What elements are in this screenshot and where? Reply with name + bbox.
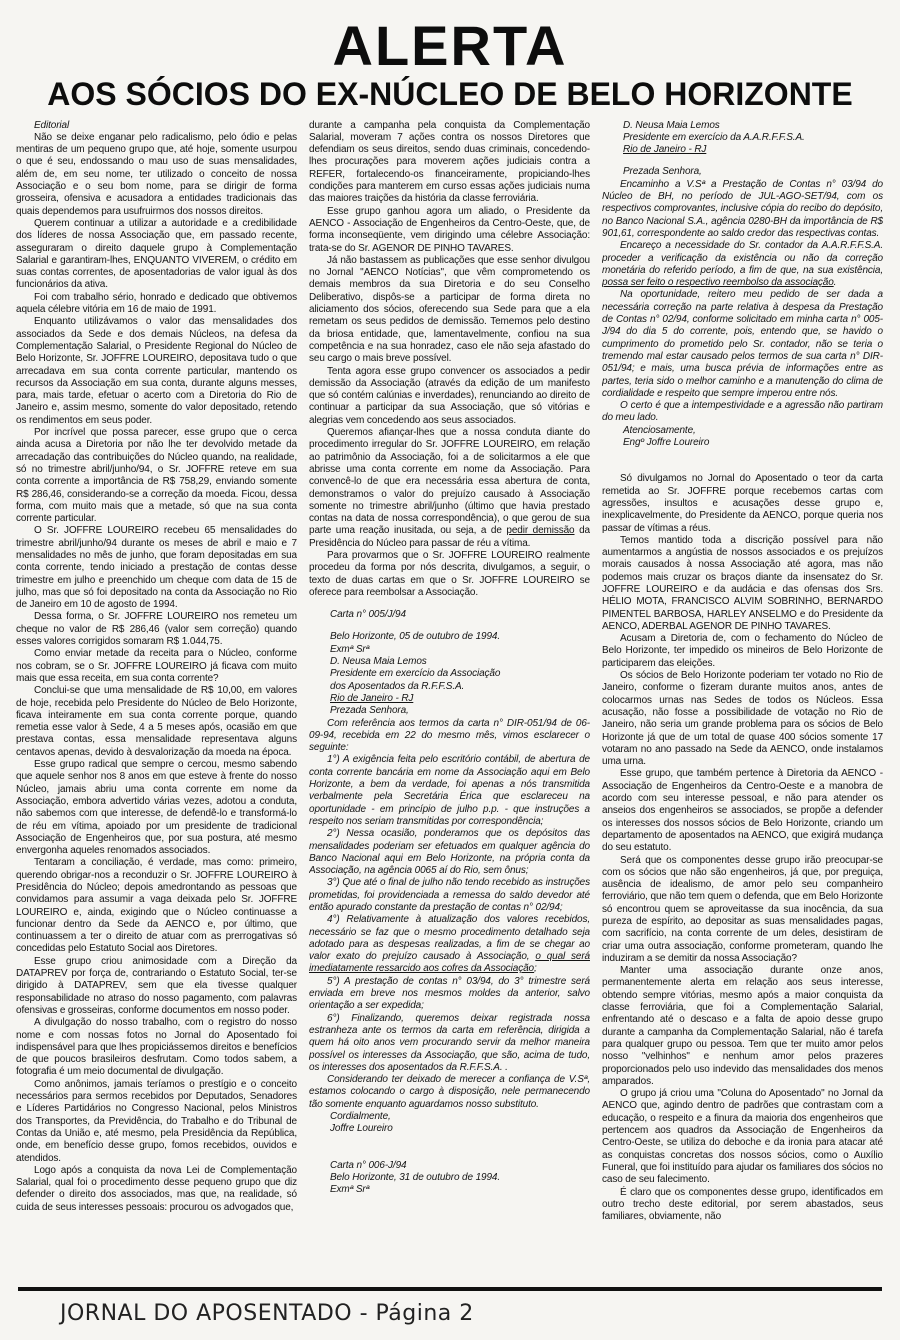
column-2 <box>309 120 590 1281</box>
spacer <box>309 1136 590 1160</box>
spacer <box>602 156 883 166</box>
paragraph: O certo é que a intempestividade e a agressão não partiram do meu lado. <box>602 400 883 424</box>
paragraph: 1°) A exigência feita pelo escritório contábil, de abertura de conta corrente bancária em nome da Associação aqui em Belo Horizonte, a bem da verdade, foi apenas a nós transmitida verbalmente pela Secretária Érica que esclareceu na oportunidade - em princípio de julho p.p. - que instruções a respeito nos seriam transmitidas por correspondência; <box>309 754 590 827</box>
spacer <box>602 449 883 473</box>
paragraph: durante a campanha pela conquista da Complementação Salarial, moveram 7 ações contra os nossos Diretores que defendiam os seus direitos, sendo duas criminais, concedendo-lhes procurações para moverem ações judiciais contra a REFER, fortalecendo-os financeiramente, propiciando-lhes condições para manterem em curso essas ações judiciais numa das maiores traições da história da classe ferroviária. <box>309 119 590 205</box>
paragraph: Tenta agora esse grupo convencer os associados a pedir demissão da Associação (através da edição de um manifesto que só contém calúnias e inverdades), renunciando ao direito de continuar a participar da sua Associação, que só vitórias e alegrias vem concedendo aos seus associados. <box>309 365 590 426</box>
paragraph: Será que os componentes desse grupo irão preocupar-se com os sócios que não são engenheiros, já que, por preguiça, ausência de idealismo, de amor pelo seu companheiro ferroviário, que não tem quem o defenda, que em Belo Horizonte só encontrou quem se aproveitasse da sua inocência, da sua pureza de espírito, ao depositar as suas mensalidades pagas, com sacrifício, na conta corrente de um deles, desistiram de criar uma outra associação, conforme prometeram, quando lhe induziram a se demitir da nossa Associação? <box>602 854 883 964</box>
paragraph: Joffre Loureiro <box>330 1123 393 1135</box>
paragraph: Tentaram a conciliação, é verdade, mas como: primeiro, querendo obrigar-nos a reconduzir o Sr. JOFFRE LOUREIRO à Presidência do Núcleo; depois amedrontando as pessoas que convidamos para assumir a vaga deixada pelo Sr. JOFFRE LOUREIRO e, ainda, exigindo que o Núcleo continuasse a funcionar dentro da Sede da AENCO e, por último, que continuassem a ter o direito de atuar com as prerrogativas só concedidas pelo Estatuto Social aos Diretores. <box>16 857 297 955</box>
paragraph: Considerando ter deixado de merecer a confiança de V.Sª, estamos colocando o cargo à disposição, nele permanecendo tão somente enquanto aguardamos nosso substituto. <box>309 1074 590 1110</box>
paragraph: D. Neusa Maia Lemos <box>330 656 427 668</box>
spacer <box>309 599 590 609</box>
paragraph: Encareço a necessidade do Sr. contador da A.A.R.F.F.S.A. proceder a verificação da existência ou não da correção monetária do referido período, a fim de que, na sua existência, possa ser feito o respectivo reembolso da associação. <box>602 240 883 289</box>
paragraph: 6°) Finalizando, queremos deixar registrada nossa estranheza ante os termos da carta em referência, dirigida a quem há oito anos vem procurando servir da melhor maneira possível os interesses da Associação, que são, acima de tudo, os interesses dos aposentados da R.F.F.S.A. . <box>309 1012 590 1073</box>
column-3 <box>602 120 883 1281</box>
paragraph: Presidente em exercício da A.A.R.F.F.S.A. <box>623 131 805 143</box>
paragraph: Carta n° 005/J/94 <box>330 609 406 621</box>
paragraph: O Sr. JOFFRE LOUREIRO recebeu 65 mensalidades do trimestre abril/junho/94 durante os meses de abril e maio e 7 mensalidades no mês de junho, que foram depositadas em sua conta corrente, tendo iniciado a prestação de contas desse trimestre em julho e preenchido um cheque com data de 15 de julho, mas que só foi depositado na conta da Associação no Rio de Janeiro em 10 de agosto de 1994. <box>16 525 297 611</box>
footer-rule <box>18 1287 882 1291</box>
page-title: ALERTA <box>332 14 568 77</box>
spacer <box>309 621 590 631</box>
paragraph: 5°) A prestação de contas n° 03/94, do 3° trimestre será enviada em breve nos mesmos moldes da anterior, salvo orientação a ser expedida; <box>309 975 590 1012</box>
paragraph: dos Aposentados da R.F.F.S.A. <box>330 680 465 692</box>
paragraph: Exmª Srª <box>330 643 370 655</box>
paragraph: Como enviar metade da receita para o Núcleo, conforme nos cobram, se o Sr. JOFFRE LOUREIRO já ficava com muito mais que essa receita, em sua conta corrente? <box>16 648 297 684</box>
paragraph: Presidente em exercício da Associação <box>330 668 501 680</box>
paragraph: Rio de Janeiro - RJ <box>330 692 414 704</box>
paragraph: Manter uma associação durante onze anos, permanentemente alerta em relação aos seus interesse, obtendo sempre vitórias, mesmo após a maior conquista da classe ferroviária, que foi a Complementação Salarial, enfrentando até o descaso e a falta de apoio desse grupo durante a campanha da Complementação Salarial, não é tarefa para qualquer grupo ou pessoa. Tem que ter muito amor pelos nosso "velhinhos" e nenhum amor pelos prazeres proporcionados pelo uso indevido das mensalidades dos menos amparados. <box>602 965 883 1087</box>
paragraph: A divulgação do nosso trabalho, com o registro do nosso nome e com nossas fotos no Jornal do Aposentado foi indispensável para que lhes propiciássemos direitos e benefícios de que poucos brasileiros desfrutam. Como todos sabem, a fotografia é um meio documental de divulgação. <box>16 1017 297 1078</box>
paragraph: Belo Horizonte, 31 de outubro de 1994. <box>330 1171 501 1183</box>
page-footer <box>16 1281 884 1340</box>
paragraph: Logo após a conquista da nova Lei de Complementação Salarial, qual foi o procedimento desse pequeno grupo que diz defender o direito dos associados, mas que, na realidade, só cuida de seus interesses pessoais: procurou os advogados que, <box>16 1164 297 1213</box>
paragraph: Cordialmente, <box>330 1111 391 1123</box>
paragraph: Por incrível que possa parecer, esse grupo que o cerca ainda acusa a Diretoria por não lhe ter devolvido metade da arrecadação das contribuições do Núcleo quando, na realidade, só no trimestre abril/junho/94, o Sr. JOFFRE reteve em sua conta corrente a importância de R$ 758,29, enviando somente R$ 286,46, considerando-se a correção da moeda. Ficou, dessa forma, com muito mais que a metade, só que na sua conta corrente particular. <box>16 427 297 525</box>
paragraph: Engº Joffre Loureiro <box>623 437 710 449</box>
article-columns <box>16 120 884 1281</box>
column-1 <box>16 120 297 1281</box>
paragraph: Editorial <box>34 119 70 131</box>
paragraph: Não se deixe enganar pelo radicalismo, pelo ódio e pelas mentiras de um pequeno grupo que, até hoje, somente usurpou o que é seu, endossando o mau uso de suas mensalidades, além de, em seu nome, ter utilizado o conceito de nossa Associação e o seu bom nome, para se dirigir de forma grosseira, ofensiva e acusadora a entidades tradicionais das quais dependemos para usufruirmos dos nossos direitos. <box>16 131 297 217</box>
footer-text: JORNAL DO APOSENTADO - Página 2 <box>60 1301 474 1326</box>
paragraph: É claro que os componentes desse grupo, identificados em outro trecho deste editorial, por serem abastados, seus familiares, obviamente, não <box>602 1186 883 1223</box>
paragraph: O grupo já criou uma "Coluna do Aposentado" no Jornal da AENCO que, agindo dentro de padrões que contrastam com a educação, o respeito e a finura da maioria dos engenheiros que pertencem aos quadros da Associação de Engenheiros da Centro-Oeste, se utiliza do deboche e da ironia para atacar até as conquistas concretas dos nossos sócios, como o Auxílio Funeral, que foi instituído para ajudar os familiares dos sócios no caso de seu falecimento. <box>602 1088 883 1186</box>
paragraph: Na oportunidade, reitero meu pedido de ser dada a necessária correção na parte relativa à despesa da Prestação de Contas n° 02/94, conforme solicitado em minha carta n° 005-J/94 do dia 5 do corrente, pois, entendo que, se havido o cumprimento do prometido pelo Sr. contador, não se teria o tremendo mal estar causado pelos termos de sua carta n° DIR-051/94; e mais, uma busca prévia de informações entre as partes, teria sido o melhor caminho e a manutenção do clima de cordialidade e respeito que sempre imperou entre nós. <box>602 289 883 399</box>
paragraph: Esse grupo criou animosidade com a Direção da DATAPREV por força de, contrariando o Estatuto Social, ter-se dirigido à DATAPREV, sem que ela tivesse qualquer responsabilidade no atraso do nosso pagamento, com palavras ofensivas e grosseiras, conforme documentos em nosso poder. <box>16 955 297 1016</box>
paragraph: Com referência aos termos da carta n° DIR-051/94 de 06-09-94, recebida em 22 do mesmo mês, vimos esclarecer o seguinte: <box>309 717 590 754</box>
paragraph: Temos mantido toda a discrição possível para não aumentarmos a angústia de nossos associados e os prejuízos morais causados à nossa Associação até agora, mas não podemos mais cruzar os braços diante da insensatez do Sr. JOFFRE LOUREIRO e da audácia e das ofensas dos Srs. HÉLIO MOTA, FRANCISCO ALVIM SOBRINHO, BERNARDO PIMENTEL BARBOSA, HARLEY ANSELMO e do Presidente da AENCO, ADERBAL AGENOR DE PINHO TAVARES. <box>602 534 883 632</box>
paragraph: Foi com trabalho sério, honrado e dedicado que obtivemos aquela célebre vitória em 16 de maio de 1991. <box>16 291 297 316</box>
paragraph: 4°) Relativamente à atualização dos valores recebidos, necessário se faz que o mesmo procedimento detalhado seja adotado para as despesas realizadas, a fim de se chegar ao valor exato do prejuízo causado à Associação, o qual será imediatamente ressarcido aos cofres da Associação; <box>309 914 590 975</box>
paragraph: D. Neusa Maia Lemos <box>623 119 720 131</box>
paragraph: Conclui-se que uma mensalidade de R$ 10,00, em valores de hoje, recebida pelo Presidente do Núcleo de Belo Horizonte, ficava inteiramente em sua conta corrente porque, quando remetia esse valor à Sede, 4 a 5 meses após, ocasião em que prestava contas, essa mensalidade representava alguns centavos apenas, devido à desvalorização da moeda na época. <box>16 685 297 758</box>
paragraph: Enquanto utilizávamos o valor das mensalidades dos associados da Sede e dos demais Núcleos, na defesa da Complementação Salarial, o Presidente Regional do Núcleo de Belo Horizonte, Sr. JOFFRE LOUREIRO, depositava tudo o que arrecadava em sua conta corrente particular, mantendo os recursos da Associação em sua conta, durante alguns messes, para, mais tarde, efetuar o acerto com a Diretoria do Rio de Janeiro e, assim mesmo, somente do valor depositado, retendo os rendimentos em seus poder. <box>16 316 297 426</box>
paragraph: Para provarmos que o Sr. JOFFRE LOUREIRO realmente procedeu da forma por nós descrita, divulgamos, a seguir, o texto de duas cartas em que o Sr. JOFFRE LOUREIRO se oferece para reembolsar a Associação. <box>309 549 590 598</box>
paragraph: Acusam a Diretoria de, com o fechamento do Núcleo de Belo Horizonte, ter impedido os mineiros de Belo Horizonte de participarem das eleições. <box>602 633 883 669</box>
paragraph: Belo Horizonte, 05 de outubro de 1994. <box>330 631 501 643</box>
paragraph: Os sócios de Belo Horizonte poderiam ter votado no Rio de Janeiro, conforme o fizeram durante muitos anos, antes de colocarmos urnas nas Sedes de todos os Núcleos. Essa acusação, não fosse a possibilidade de votação no Rio de Janeiro, não seria um grande problema para os sócios de Belo Horizonte já que de um total de quase 400 sócios somente 17 votaram no ano passado na Sede da AENCO, onde instalamos uma urna. <box>602 670 883 768</box>
paragraph: Como anônimos, jamais teríamos o prestígio e o conceito necessários para sermos recebidos por Deputados, Senadores e Líderes Partidários no Congresso Nacional, pelos Ministros dos Transportes, da Previdência, do Trabalho e do Tribunal de Contas da União e, até mesmo, pela Presidência da República, onde, em benefício desse grupo, fomos recebidos, ouvidos e atendidos. <box>16 1078 297 1164</box>
paragraph: Esse grupo ganhou agora um aliado, o Presidente da AENCO - Associação de Engenheiros da Centro-Oeste, que, de forma inconseqüente, vem dirigindo uma célebre Associação: trata-se do Sr. AGENOR DE PINHO TAVARES. <box>309 205 590 254</box>
paragraph: Só divulgamos no Jornal do Aposentado o teor da carta remetida ao Sr. JOFFRE porque recebemos cartas com agressões, insultos e acusações desse grupo e, inexplicavelmente, do Presidente da AENCO, porque queria nos passar de vítimas a réus. <box>602 473 883 534</box>
paragraph: Encaminho a V.Sª a Prestação de Contas n° 03/94 do Núcleo de BH, no período de JUL-AGO-SET/94, com os respectivos comprovantes, inclusive cópia do recibo do depósito, no Banco Nacional S.A., agência 0280-BH da importância de R$ 901,61, correspondente ao saldo credor das respectivas contas. <box>602 178 883 239</box>
paragraph: Rio de Janeiro - RJ <box>623 144 707 156</box>
paragraph: Querem continuar a utilizar a autoridade e a credibilidade dos líderes de nossa Associação que, em passado recente, asseguraram o direito daquele grupo à Complementação Salarial e garantiram-lhes, ENQUANTO VIVEREM, o crédito em suas contas correntes, de aposentadorias de valor igual às dos funcionários da ativa. <box>16 217 297 291</box>
page-header <box>16 10 884 118</box>
page-subtitle: AOS SÓCIOS DO EX-NÚCLEO DE BELO HORIZONTE <box>47 76 853 112</box>
paragraph: 2°) Nessa ocasião, ponderamos que os depósitos das mensalidades poderiam ser efetuados em qualquer agência do Banco Nacional aqui em Belo Horizonte, na própria conta da Associação, na agência 0065 aí do Rio, sem ônus; <box>309 828 590 877</box>
paragraph: Carta n° 006-J/94 <box>330 1159 407 1171</box>
paragraph: Já não bastassem as publicações que esse senhor divulgou no Jornal "AENCO Notícias", que vêm comprometendo os demais membros da sua Diretoria e do seu Conselho Deliberativo, dispôs-se a participar de forma direta no aliciamento dos sócios, oferecendo sua Sede para que a ela remetam os seus pedidos de demissão. Tememos pelo destino da briosa entidade, que, lamentavelmente, confiou na sua competência e na sua honradez, caso ele não seja afastado do seu cargo o mais breve possível. <box>309 254 590 365</box>
paragraph: Queremos afiançar-lhes que a nossa conduta diante do procedimento irregular do Sr. JOFFRE LOUREIRO, em relação ao patrimônio da Associação, foi a de solicitarmos a ele que abrisse uma conta corrente em nome da Associação. Para convencê-lo de que era necessária essa abertura de conta, demonstramos o valor do prejuízo causado à Associação somente no trimestre abril/junho (último que havia prestado contas na data de nossa correspondência), o que gerou de sua parte uma reação inusitada, ou seja, a de pedir demissão da Presidência do Núcleo para passar de réu a vítima. <box>309 427 590 549</box>
paragraph: Dessa forma, o Sr. JOFFRE LOUREIRO nos remeteu um cheque no valor de R$ 286,46 (valor sem correção) quando esses valores corrigidos somaram R$ 1.044,75. <box>16 611 297 648</box>
paragraph: Prezada Senhora, <box>623 166 702 178</box>
paragraph: Exmª Srª <box>330 1184 370 1196</box>
paragraph: 3°) Que até o final de julho não tendo recebido as instruções prometidas, foi providenciada a remessa do saldo devedor até então apurado constante da prestação de contas n° 02/94; <box>309 877 590 913</box>
paragraph: Esse grupo, que também pertence à Diretoria da AENCO - Associação de Engenheiros da Centro-Oeste e a manobra de acordo com seu interesse pessoal, e não para atender os anseios dos engenheiros se associados, se propõe a defender os interesses dos nossos sócios de Belo Horizonte, criando um departamento de aposentados na AENCO, que exigirá mudança do seu estatuto. <box>602 768 883 854</box>
paragraph: Atenciosamente, <box>623 424 696 436</box>
paragraph: Esse grupo radical que sempre o cercou, mesmo sabendo que aquele senhor nos 8 anos em que esteve à frente do nosso Núcleo, jamais abriu uma conta corrente em nome da Associação, embora advertido várias vezes, adotou a conduta, não sabemos com que interesse, de defendê-lo e transformá-lo de réu em vítima, apoiado por um presidente de tradicional Associação de Engenheiros que, por sua postura, até mesmo envergonha aqueles renomados associados. <box>16 759 297 857</box>
paragraph: Prezada Senhora, <box>330 705 409 717</box>
